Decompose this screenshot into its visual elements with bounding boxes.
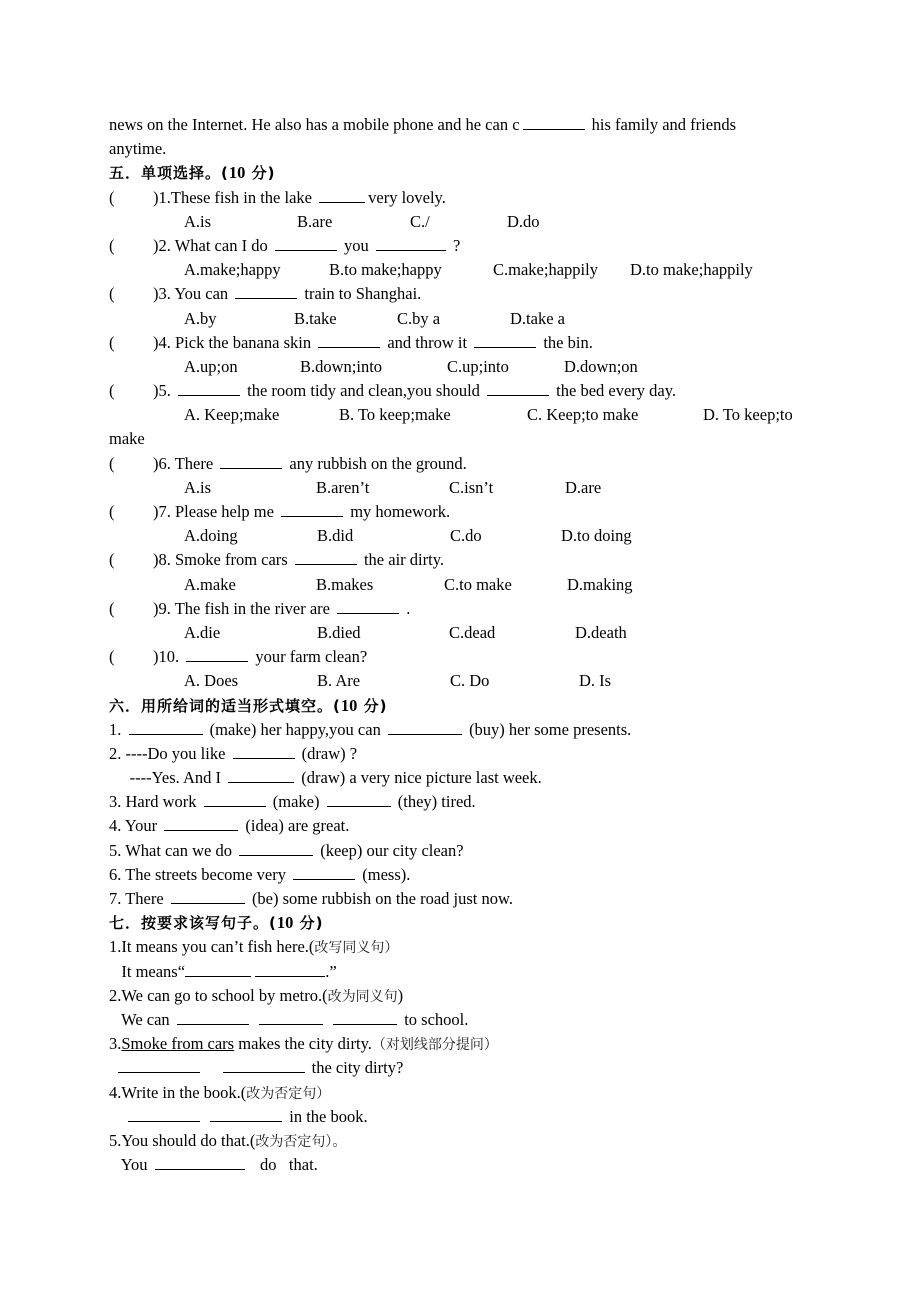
- item-text: (buy) her some presents.: [464, 719, 632, 739]
- section-points: 10: [276, 913, 294, 933]
- section-title-text: 五．单项选择。(: [109, 164, 229, 183]
- fill-item: [109, 742, 819, 766]
- answer-blank[interactable]: [239, 839, 313, 856]
- fill-item: [109, 863, 819, 887]
- answer-blank[interactable]: [171, 887, 245, 904]
- fill-item: [109, 887, 819, 911]
- question-stem: any rubbish on the ground.: [285, 453, 467, 473]
- answer-paren[interactable]: (: [109, 332, 115, 352]
- question-stem: )2. What can I do: [153, 235, 272, 255]
- question-text: 5.You should do that.(: [109, 1130, 256, 1150]
- question-4: [109, 331, 819, 355]
- answer-blank[interactable]: [337, 597, 399, 614]
- section-points: 10: [340, 695, 358, 715]
- question-stem: )9. The fish in the river are: [153, 598, 335, 618]
- option-c[interactable]: C. Keep;to make: [527, 405, 639, 425]
- worksheet-page: [109, 113, 819, 1177]
- section-points: 10: [228, 163, 246, 183]
- section-title-end: 分): [293, 914, 324, 933]
- answer-blank[interactable]: [177, 1008, 249, 1025]
- section-5-title: [109, 161, 819, 185]
- question-8: [109, 548, 819, 572]
- answer-blank[interactable]: [319, 186, 365, 203]
- answer-blank[interactable]: [388, 718, 462, 735]
- instruction-note: 改为同义句: [327, 988, 398, 1005]
- option-b[interactable]: B.did: [317, 526, 354, 546]
- question-10: [109, 645, 819, 669]
- question-7: [109, 500, 819, 524]
- answer-prefix: It means“: [109, 961, 186, 981]
- answer-paren[interactable]: (: [109, 187, 115, 207]
- option-c[interactable]: C.by a: [397, 308, 441, 328]
- option-c[interactable]: C.do: [450, 526, 482, 546]
- option-d[interactable]: D.to make;happily: [630, 260, 753, 280]
- answer-blank[interactable]: [164, 814, 238, 831]
- item-text: 6. The streets become very: [109, 864, 291, 884]
- option-d[interactable]: D.making: [567, 574, 633, 594]
- question-stem: very lovely.: [368, 187, 446, 207]
- item-text: (they) tired.: [393, 792, 476, 812]
- question-stem: train to Shanghai.: [300, 284, 422, 304]
- section-6-title: [109, 694, 819, 718]
- answer-blank[interactable]: [255, 960, 325, 977]
- question-stem: the air dirty.: [359, 550, 444, 570]
- answer-blank[interactable]: [128, 1105, 200, 1122]
- instruction-note: 改为否定句）: [246, 1085, 331, 1102]
- fill-item: [109, 839, 819, 863]
- option-c[interactable]: C.up;into: [447, 356, 509, 376]
- option-c[interactable]: C./: [410, 211, 430, 231]
- rewrite-q3: [109, 1032, 819, 1056]
- option-b[interactable]: B.to make;happy: [329, 260, 442, 280]
- answer-paren[interactable]: (: [109, 647, 115, 667]
- question-text: makes the city dirty.: [234, 1034, 372, 1054]
- instruction-note: （对划线部分提问）: [371, 1037, 498, 1054]
- option-c[interactable]: C.isn’t: [449, 477, 494, 497]
- option-d[interactable]: D.down;on: [564, 356, 638, 376]
- options-row: [109, 403, 819, 427]
- options-row: [109, 669, 819, 693]
- item-text: 5. What can we do: [109, 840, 237, 860]
- fill-item: [109, 766, 819, 790]
- rewrite-q2: [109, 984, 819, 1008]
- option-b[interactable]: B.died: [317, 622, 361, 642]
- answer-blank[interactable]: [185, 960, 251, 977]
- option-a[interactable]: A.up;on: [184, 356, 238, 376]
- options-row: [109, 258, 819, 282]
- question-2: [109, 234, 819, 258]
- question-stem: and throw it: [383, 332, 472, 352]
- answer-prefix: You: [109, 1155, 152, 1175]
- item-text: 1.: [109, 719, 126, 739]
- answer-blank[interactable]: [487, 379, 549, 396]
- question-stem: .: [402, 598, 411, 618]
- question-5: [109, 379, 819, 403]
- answer-blank[interactable]: [118, 1056, 200, 1073]
- option-wrap: make: [109, 429, 145, 449]
- answer-blank[interactable]: [228, 766, 294, 783]
- answer-blank[interactable]: [318, 331, 380, 348]
- option-d[interactable]: D.take a: [510, 308, 565, 328]
- item-text: (keep) our city clean?: [316, 840, 464, 860]
- answer-blank[interactable]: [220, 452, 282, 469]
- question-text: 1.It means you can’t fish here.(: [109, 937, 315, 957]
- answer-blank[interactable]: [235, 282, 297, 299]
- answer-blank[interactable]: [376, 234, 446, 251]
- question-stem: the room tidy and clean,you should: [243, 381, 485, 401]
- answer-suffix: the city dirty?: [307, 1058, 404, 1078]
- option-b[interactable]: B.aren’t: [316, 477, 370, 497]
- item-text: (draw) a very nice picture last week.: [297, 768, 542, 788]
- rewrite-q5-answer: [109, 1153, 819, 1177]
- item-text: (draw) ?: [297, 743, 358, 763]
- option-b[interactable]: B.are: [297, 211, 333, 231]
- item-text: (mess).: [358, 864, 411, 884]
- option-a[interactable]: A.doing: [184, 526, 238, 546]
- option-c[interactable]: C.to make: [444, 574, 512, 594]
- options-row: [109, 476, 819, 500]
- section-title-text: 六．用所给词的适当形式填空。(: [109, 696, 341, 715]
- option-b[interactable]: B.take: [294, 308, 337, 328]
- answer-blank[interactable]: [295, 548, 357, 565]
- question-stem: )4. Pick the banana skin: [153, 332, 316, 352]
- instruction-note: 改写同义句）: [314, 940, 399, 957]
- answer-blank[interactable]: [281, 500, 343, 517]
- item-text: 4. Your: [109, 816, 162, 836]
- option-a[interactable]: A.make;happy: [184, 260, 281, 280]
- answer-blank[interactable]: [129, 718, 203, 735]
- fill-item: [109, 718, 819, 742]
- rewrite-q2-answer: [109, 1008, 819, 1032]
- item-text: 3. Hard work: [109, 792, 201, 812]
- fill-item: [109, 814, 819, 838]
- options-row: [109, 524, 819, 548]
- question-stem: the bin.: [539, 332, 593, 352]
- item-text: 2. ----Do you like: [109, 743, 230, 763]
- question-1: [109, 186, 819, 210]
- option-b[interactable]: B. To keep;make: [339, 405, 451, 425]
- answer-suffix: to school.: [400, 1009, 469, 1029]
- answer-blank[interactable]: [223, 1056, 305, 1073]
- question-6: [109, 452, 819, 476]
- option-d[interactable]: D.do: [507, 211, 540, 231]
- intro-text: his family and friends: [587, 115, 736, 134]
- answer-paren[interactable]: (: [109, 381, 115, 401]
- option-a[interactable]: A. Does: [184, 671, 239, 691]
- option-d[interactable]: D.to doing: [561, 526, 632, 546]
- option-d[interactable]: D.death: [575, 622, 627, 642]
- option-c[interactable]: C.make;happily: [493, 260, 598, 280]
- item-text: (make): [268, 792, 324, 812]
- question-3: [109, 282, 819, 306]
- answer-blank[interactable]: [210, 1105, 282, 1122]
- answer-blank[interactable]: [259, 1008, 323, 1025]
- question-stem: )7. Please help me: [153, 502, 279, 521]
- item-text: (idea) are great.: [241, 816, 350, 836]
- option-a[interactable]: A.make: [184, 574, 236, 594]
- question-stem: )8. Smoke from cars: [153, 550, 292, 570]
- answer-prefix: We can: [109, 1009, 174, 1029]
- rewrite-q4-answer: [109, 1105, 819, 1129]
- item-text: ----Yes. And I: [109, 768, 226, 788]
- answer-suffix: do that.: [247, 1155, 318, 1175]
- question-stem: the bed every day.: [552, 381, 677, 401]
- options-row: [109, 573, 819, 597]
- answer-blank[interactable]: [186, 645, 248, 662]
- question-stem: your farm clean?: [251, 647, 368, 667]
- underlined-phrase: Smoke from cars: [121, 1034, 235, 1054]
- answer-blank[interactable]: [333, 1008, 397, 1025]
- rewrite-q1-answer: [109, 960, 819, 984]
- answer-suffix: .”: [325, 961, 337, 981]
- option-c[interactable]: C. Do: [450, 671, 490, 691]
- question-9: [109, 597, 819, 621]
- question-stem: ?: [448, 235, 461, 255]
- rewrite-q1: [109, 935, 819, 959]
- item-text: (make) her happy,you can: [205, 719, 385, 739]
- option-d[interactable]: D. To keep;to: [703, 405, 793, 425]
- option-a[interactable]: A.die: [184, 622, 221, 642]
- option-b[interactable]: B. Are: [317, 671, 361, 691]
- rewrite-q5: [109, 1129, 819, 1153]
- option-b[interactable]: B.makes: [316, 574, 374, 594]
- section-7-title: [109, 911, 819, 935]
- question-stem: )3. You can: [153, 284, 233, 304]
- question-stem: you: [339, 235, 373, 255]
- question-stem: )1.These fish in the lake: [153, 187, 317, 207]
- intro-line-2: anytime.: [109, 139, 167, 159]
- question-stem: )6. There: [153, 453, 218, 473]
- answer-blank[interactable]: [327, 790, 391, 807]
- options-row: [109, 621, 819, 645]
- option-a[interactable]: A.is: [184, 211, 212, 231]
- intro-line-1: [109, 113, 819, 137]
- fill-in-list: [109, 718, 819, 912]
- item-text: (be) some rubbish on the road just now.: [247, 889, 513, 908]
- fill-item: [109, 790, 819, 814]
- option-a[interactable]: A.by: [184, 308, 217, 328]
- option-a[interactable]: A. Keep;make: [184, 405, 280, 425]
- option-c[interactable]: C.dead: [449, 622, 496, 642]
- option-d[interactable]: D. Is: [579, 671, 612, 691]
- multiple-choice-list: [109, 186, 819, 694]
- answer-paren[interactable]: (: [109, 550, 115, 570]
- answer-paren[interactable]: (: [109, 598, 115, 618]
- question-stem: )10.: [153, 647, 184, 667]
- answer-blank[interactable]: [178, 379, 240, 396]
- question-stem: my homework.: [346, 502, 451, 521]
- answer-blank[interactable]: [474, 331, 536, 348]
- option-b[interactable]: B.down;into: [300, 356, 383, 376]
- answer-blank[interactable]: [523, 113, 585, 130]
- answer-blank[interactable]: [233, 742, 295, 759]
- answer-blank[interactable]: [275, 234, 337, 251]
- section-title-end: 分): [357, 696, 388, 715]
- section-title-text: 七．按要求该写句子。(: [109, 914, 277, 933]
- option-d[interactable]: D.are: [565, 477, 602, 497]
- intro-text: news on the Internet. He also has a mobile phone and he can c: [109, 115, 520, 134]
- rewrite-q3-answer: [109, 1056, 819, 1080]
- answer-blank[interactable]: [204, 790, 266, 807]
- options-row: [109, 307, 819, 331]
- question-text: 4.Write in the book.(: [109, 1082, 247, 1102]
- options-row: [109, 355, 819, 379]
- answer-paren[interactable]: (: [109, 502, 115, 521]
- section-title-end: 分): [245, 164, 276, 183]
- answer-suffix: in the book.: [285, 1106, 368, 1126]
- question-stem: )5.: [153, 381, 175, 401]
- question-text: 2.We can go to school by metro.(: [109, 985, 328, 1005]
- answer-blank[interactable]: [293, 863, 355, 880]
- options-row: [109, 210, 819, 234]
- item-text: 7. There: [109, 889, 168, 908]
- answer-paren[interactable]: (: [109, 284, 115, 304]
- rewrite-q4: [109, 1081, 819, 1105]
- answer-paren[interactable]: (: [109, 453, 115, 473]
- option-a[interactable]: A.is: [184, 477, 212, 497]
- close-paren: ): [397, 985, 404, 1005]
- question-number: 3.: [109, 1034, 122, 1054]
- answer-blank[interactable]: [155, 1153, 245, 1170]
- answer-paren[interactable]: (: [109, 235, 115, 255]
- instruction-note: 改为否定句）。: [255, 1133, 347, 1150]
